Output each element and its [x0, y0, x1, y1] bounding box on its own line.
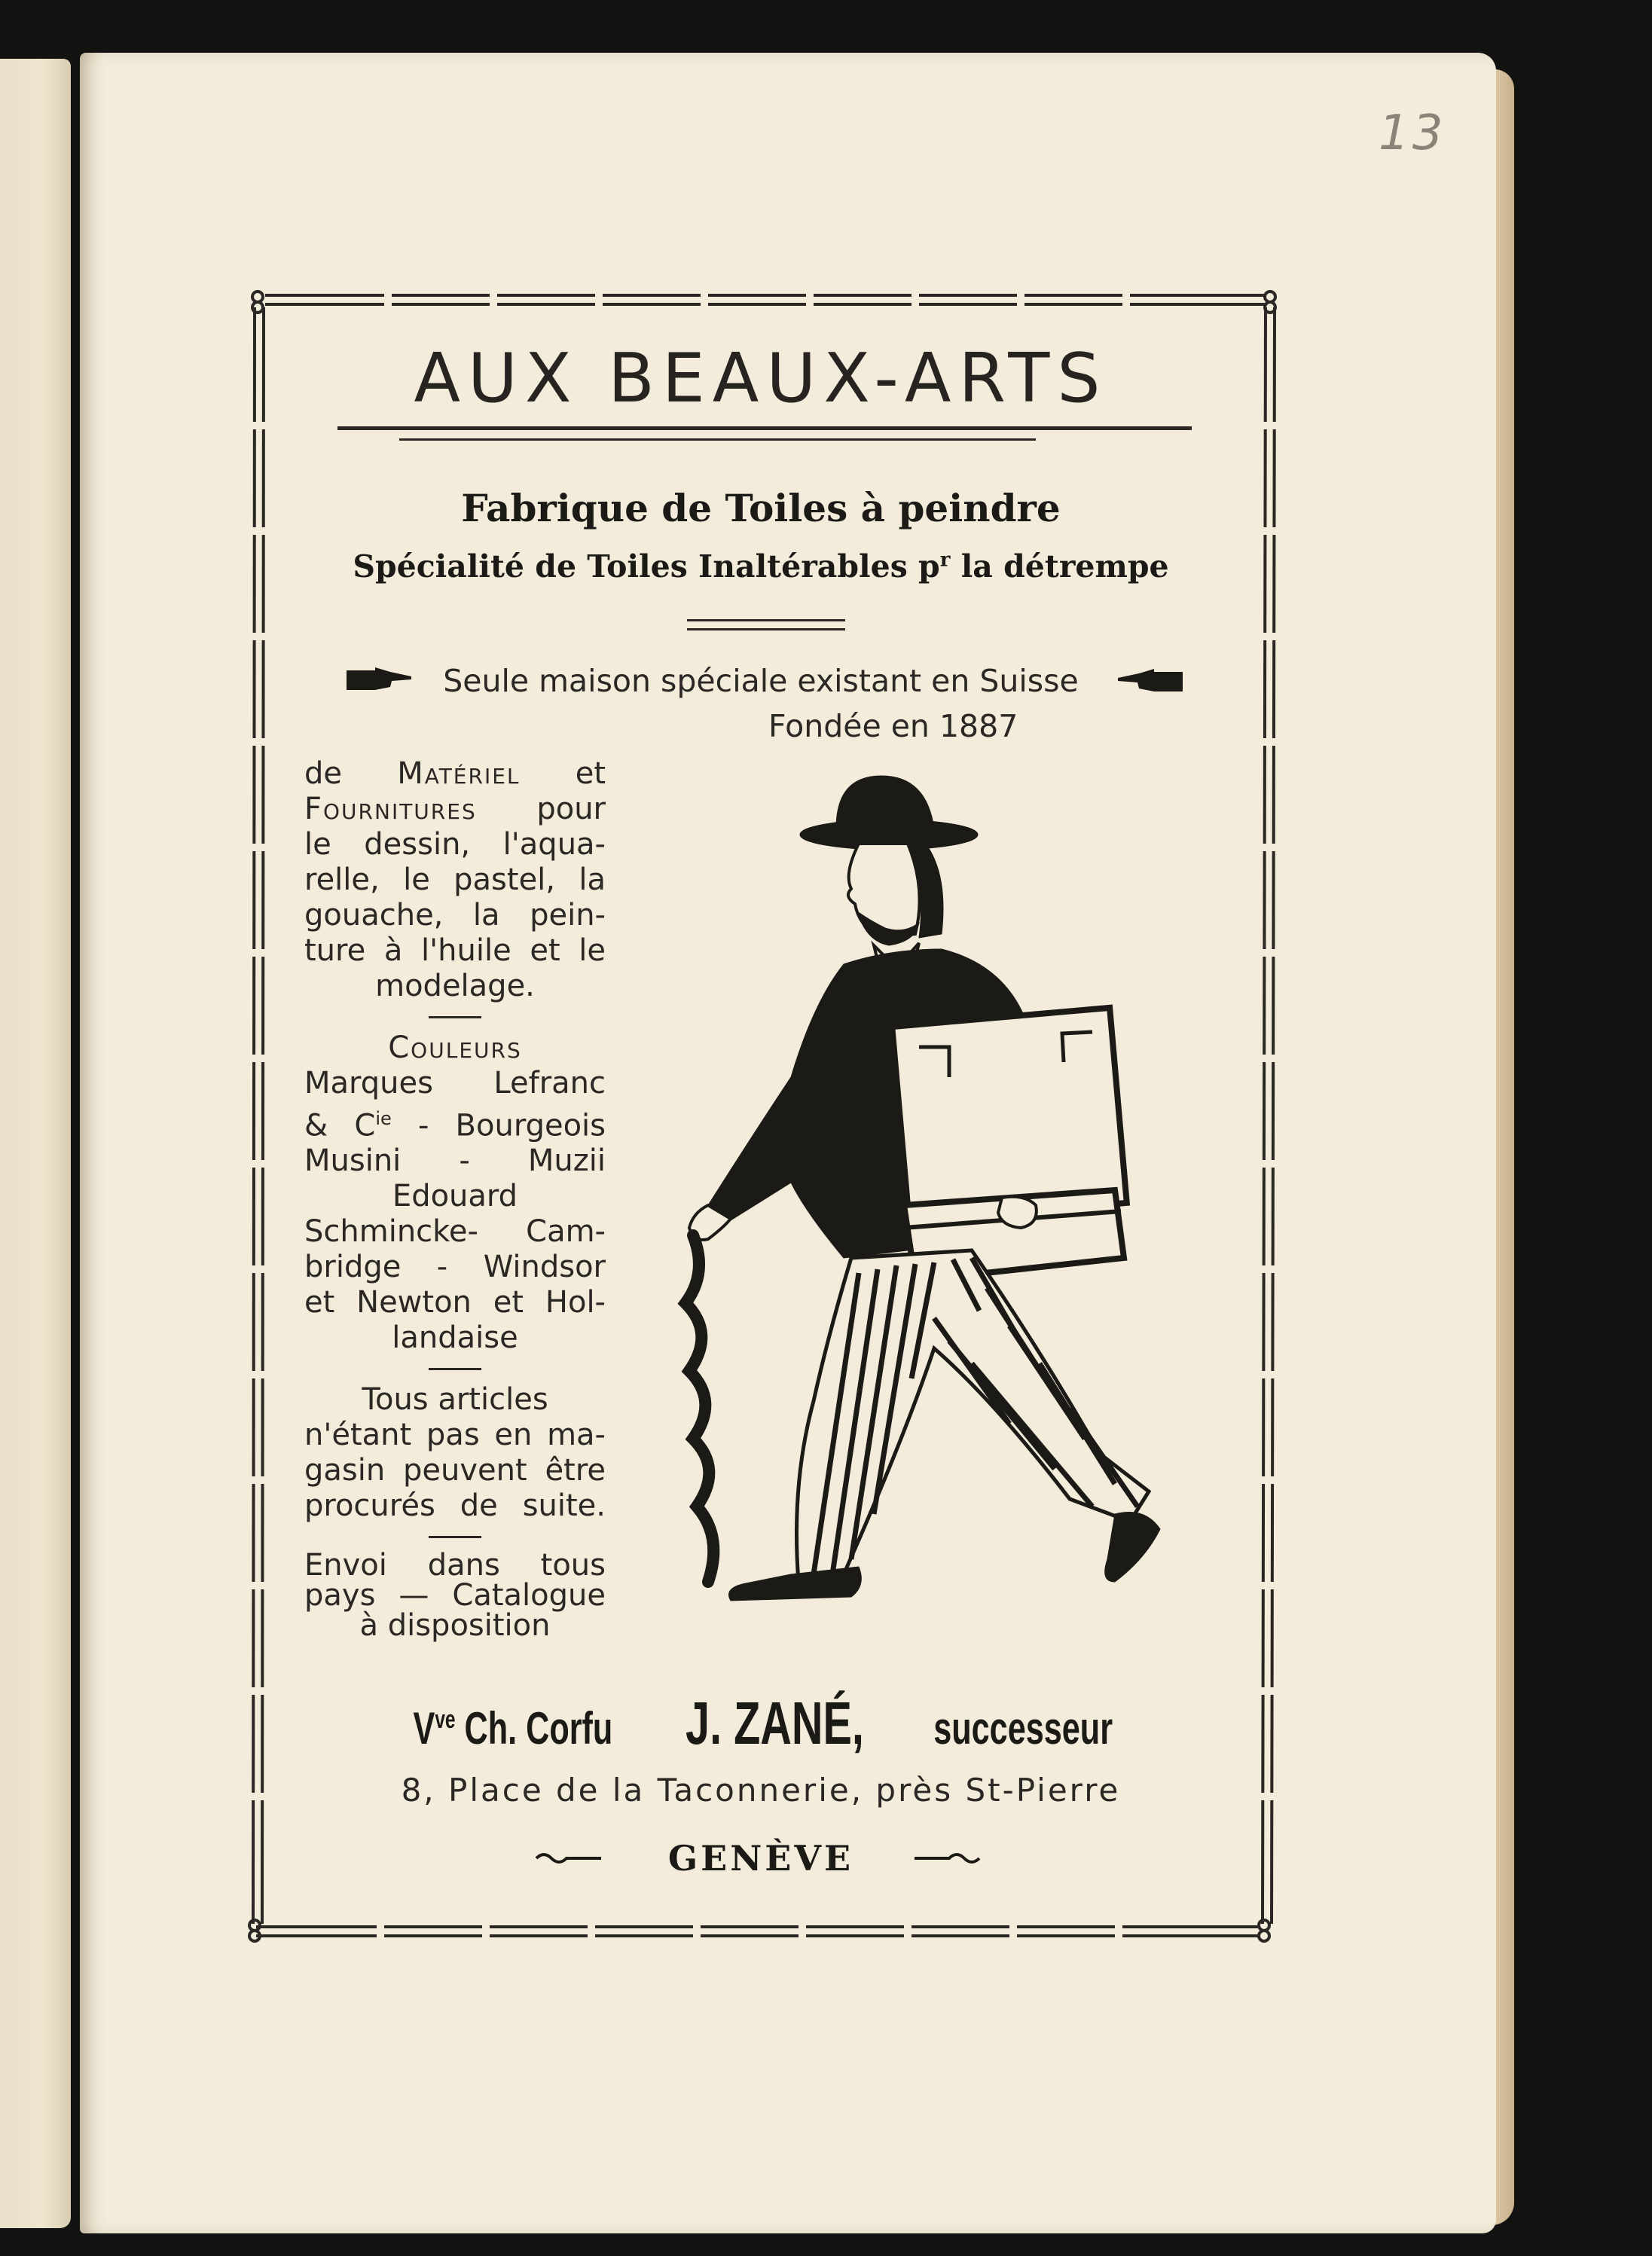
text-line: pays — Catalogue [304, 1578, 606, 1613]
walking-artist-illustration [618, 761, 1220, 1665]
colors-block [304, 1030, 606, 1356]
left-shoe [729, 1567, 862, 1601]
separator [429, 1016, 481, 1018]
text-line: gasin peuvent être [304, 1453, 606, 1488]
text-line: n'étant pas en ma- [304, 1418, 606, 1453]
text-line: Fournitures pour [304, 792, 606, 826]
ad-subtitle: Fabrique de Toiles à peindre [461, 486, 1061, 530]
ad-specialty: Spécialité de Toiles Inaltérables $p^r$ la détrempe [353, 548, 1169, 585]
separator [429, 1536, 481, 1538]
text-line: Marques Lefranc [304, 1066, 606, 1101]
text-line: de Matériel et [304, 756, 606, 791]
ornament-left-icon [535, 1849, 603, 1867]
city-name: GENÈVE [667, 1838, 854, 1879]
pointing-hand-left-icon [1115, 666, 1184, 696]
text-line: et Newton et Hol- [304, 1285, 606, 1320]
pointing-hand-right-icon [345, 664, 414, 695]
page-number: 13 [1379, 105, 1446, 161]
double-rule [687, 619, 845, 621]
text-line: Tous articles [362, 1382, 548, 1418]
text-line: ture à l'huile et le [304, 933, 606, 968]
text-line: Musini - Muzii [304, 1143, 606, 1179]
text-line: & $C^{ie}$ - Bourgeois [304, 1108, 606, 1143]
title-rule [337, 426, 1192, 430]
shipping-block [304, 1548, 606, 1644]
hat-crown [836, 776, 934, 829]
ad-tagline: Seule maison spéciale existant en Suisse [443, 663, 1079, 699]
cane [686, 1235, 713, 1582]
text-line: gouache, la pein- [304, 898, 606, 933]
text-line: relle, le pastel, la [304, 862, 606, 897]
stock-block [304, 1382, 606, 1524]
ad-title: AUX BEAUX-ARTS [414, 339, 1108, 418]
shop-address: 8, Place de la Taconnerie, près St-Pierre [401, 1772, 1121, 1809]
text-line: à disposition [359, 1608, 551, 1644]
text-line: Edouard [392, 1179, 518, 1214]
double-rule-lower [687, 628, 845, 630]
frame-bottom-border [256, 1927, 1258, 1936]
text-line: procurés de suite. [304, 1488, 606, 1524]
info-column [304, 756, 606, 1644]
text-line: modelage. [375, 969, 535, 1003]
title-rule-thin [399, 438, 1036, 441]
colors-heading: Couleurs [388, 1030, 522, 1065]
text-line: Schmincke- Cam- [304, 1214, 606, 1250]
text-line: Envoi dans tous [304, 1548, 606, 1583]
separator [429, 1368, 481, 1370]
text-line: bridge - Windsor [304, 1250, 606, 1285]
right-shoe [1105, 1513, 1160, 1583]
successor-line: $V^{ve}$ Ch. CorfuJ. ZANÉ,successeur [412, 1690, 1113, 1757]
founded-year: Fondée en 1887 [768, 708, 1018, 744]
frame-top-border [265, 295, 1266, 304]
text-line: le dessin, l'aqua- [304, 827, 606, 862]
materials-block [304, 756, 606, 1004]
text-line: landaise [392, 1320, 518, 1356]
ornament-right-icon [913, 1849, 981, 1867]
